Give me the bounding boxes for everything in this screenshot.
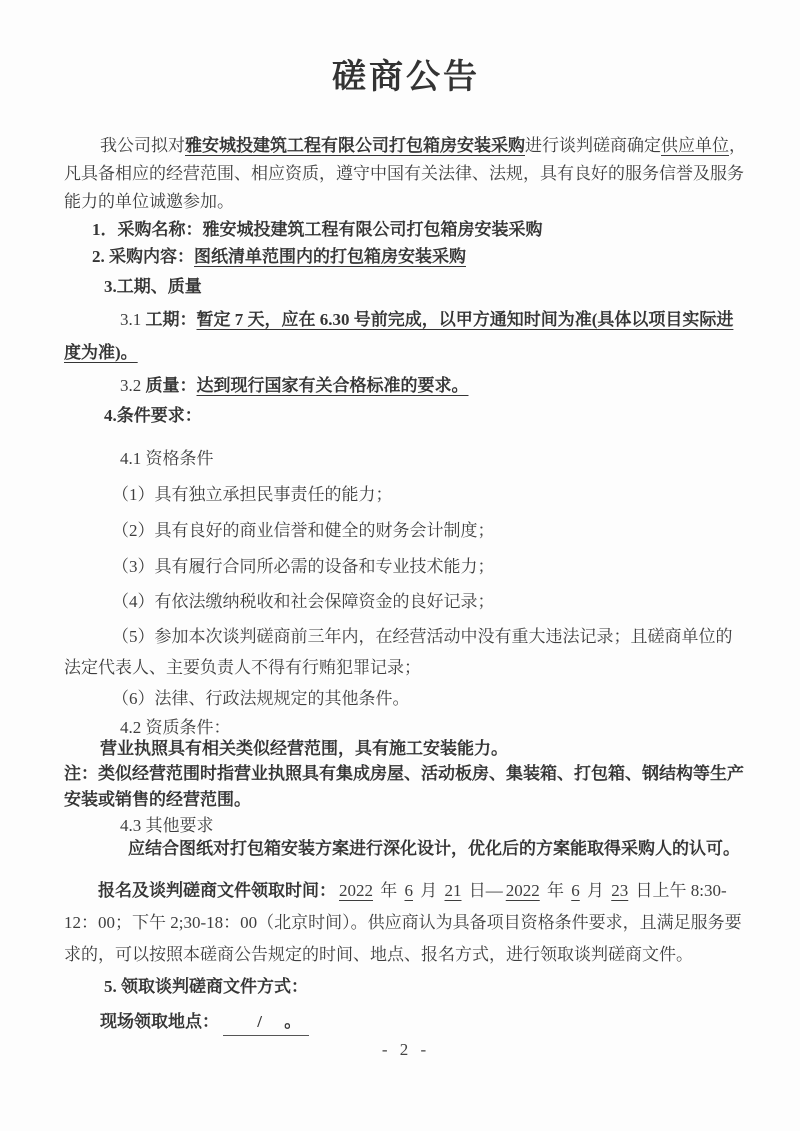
intro-project-name: 雅安城投建筑工程有限公司打包箱房安装采购 [185,136,525,155]
registration-text3: 日— [464,881,503,900]
intro-rest: ，凡具备相应的经营范围、相应资质，遵守中国有关法律、法规，具有良好的服务信誉及服务能力的单位诚邀参加。 [64,136,746,211]
qualification-item-1: （1）具有独立承担民事责任的能力； [112,485,393,504]
section42-license-line: 营业执照具有相关类似经营范围，具有施工安装能力。 [100,739,508,758]
qualification-item-5: （5）参加本次谈判磋商前三年内，在经营活动中没有重大违法记录；且磋商单位的法定代表人、主要负责人不得有行贿犯罪记录； [64,627,733,677]
section43-heading: 4.3 其他要求 [120,816,214,835]
registration-year2: 2022 [505,881,540,900]
registration-month2: 6 [571,881,580,900]
section41-heading: 4.1 资格条件 [120,449,214,468]
item2-label: 2. 采购内容： [92,247,194,266]
registration-label: 报名及谈判磋商文件领取时间： [98,881,336,900]
registration-text6: 日上午 8:30-12：00；下午 2;30-18：00（北京时间）。供应商认为具备项目资格条件要求，且满足服务要求的，可以按照本磋商公告规定的时间、地点、报名方式，进行领取谈判磋商文件。 [64,881,742,964]
intro-paragraph [64,132,748,216]
section43-design-line: 应结合图纸对打包箱安装方案进行深化设计，优化后的方案能取得采购人的认可。 [128,839,740,858]
registration-text5: 月 [582,881,609,900]
pickup-label: 现场领取地点： [100,1012,219,1031]
section5-heading: 5. 领取谈判磋商文件方式： [104,977,308,996]
section31-duration [64,303,748,369]
item1-value: 雅安城投建筑工程有限公司打包箱房安装采购 [202,220,543,239]
qualification-item-4: （4）有依法缴纳税收和社会保障资金的良好记录； [112,592,495,611]
registration-text2: 月 [416,881,442,900]
intro-prefix: 我公司拟对 [100,136,185,155]
section42-heading: 4.2 资质条件： [120,718,231,737]
item-procurement-name [92,216,748,243]
pickup-blank-period: 。 [284,1012,302,1031]
s31-label: 工期： [145,310,197,329]
item-procurement-content [92,243,748,270]
qualification-item-3: （3）具有履行合同所必需的设备和专业技术能力； [112,557,495,576]
pickup-blank-field [223,1008,309,1036]
qualification-item-2: （2）具有良好的商业信誉和健全的财务会计制度； [112,521,495,540]
s32-num: 3.2 [120,376,146,395]
registration-text1: 年 [376,881,402,900]
intro-supplier: 供应单位 [661,136,729,155]
registration-day1: 21 [444,881,462,900]
pickup-location-line [100,1008,748,1036]
registration-year1: 2022 [339,881,373,900]
section4-heading: 4.条件要求： [104,406,202,425]
page-title: 磋商公告 [332,59,480,96]
s31-value: 暂定 7 天，应在 6.30 号前完成，以甲方通知时间为准(具体以项目实际进度为准)。 [64,310,734,362]
section42-note: 注：类似经营范围时指营业执照具有集成房屋、活动板房、集装箱、打包箱、钢结构等生产安装或销售的经营范围。 [64,764,744,809]
pickup-blank-slash: / [257,1012,262,1031]
item2-value: 图纸清单范围内的打包箱房安装采购 [194,247,466,266]
section3-heading: 3.工期、质量 [104,277,202,296]
qualification-item-6: （6）法律、行政法规规定的其他条件。 [112,689,410,708]
registration-day2: 23 [611,881,629,900]
registration-paragraph [64,875,748,971]
section32-quality [64,369,748,402]
s31-num: 3.1 [120,310,146,329]
page-number: - 2 - [381,1040,431,1059]
intro-mid: 进行谈判磋商确定 [525,136,661,155]
item1-label: 1．采购名称： [92,220,203,239]
s32-label: 质量： [145,376,197,395]
registration-month1: 6 [404,881,413,900]
registration-text4: 年 [542,881,569,900]
s32-value: 达到现行国家有关合格标准的要求。 [196,376,469,395]
